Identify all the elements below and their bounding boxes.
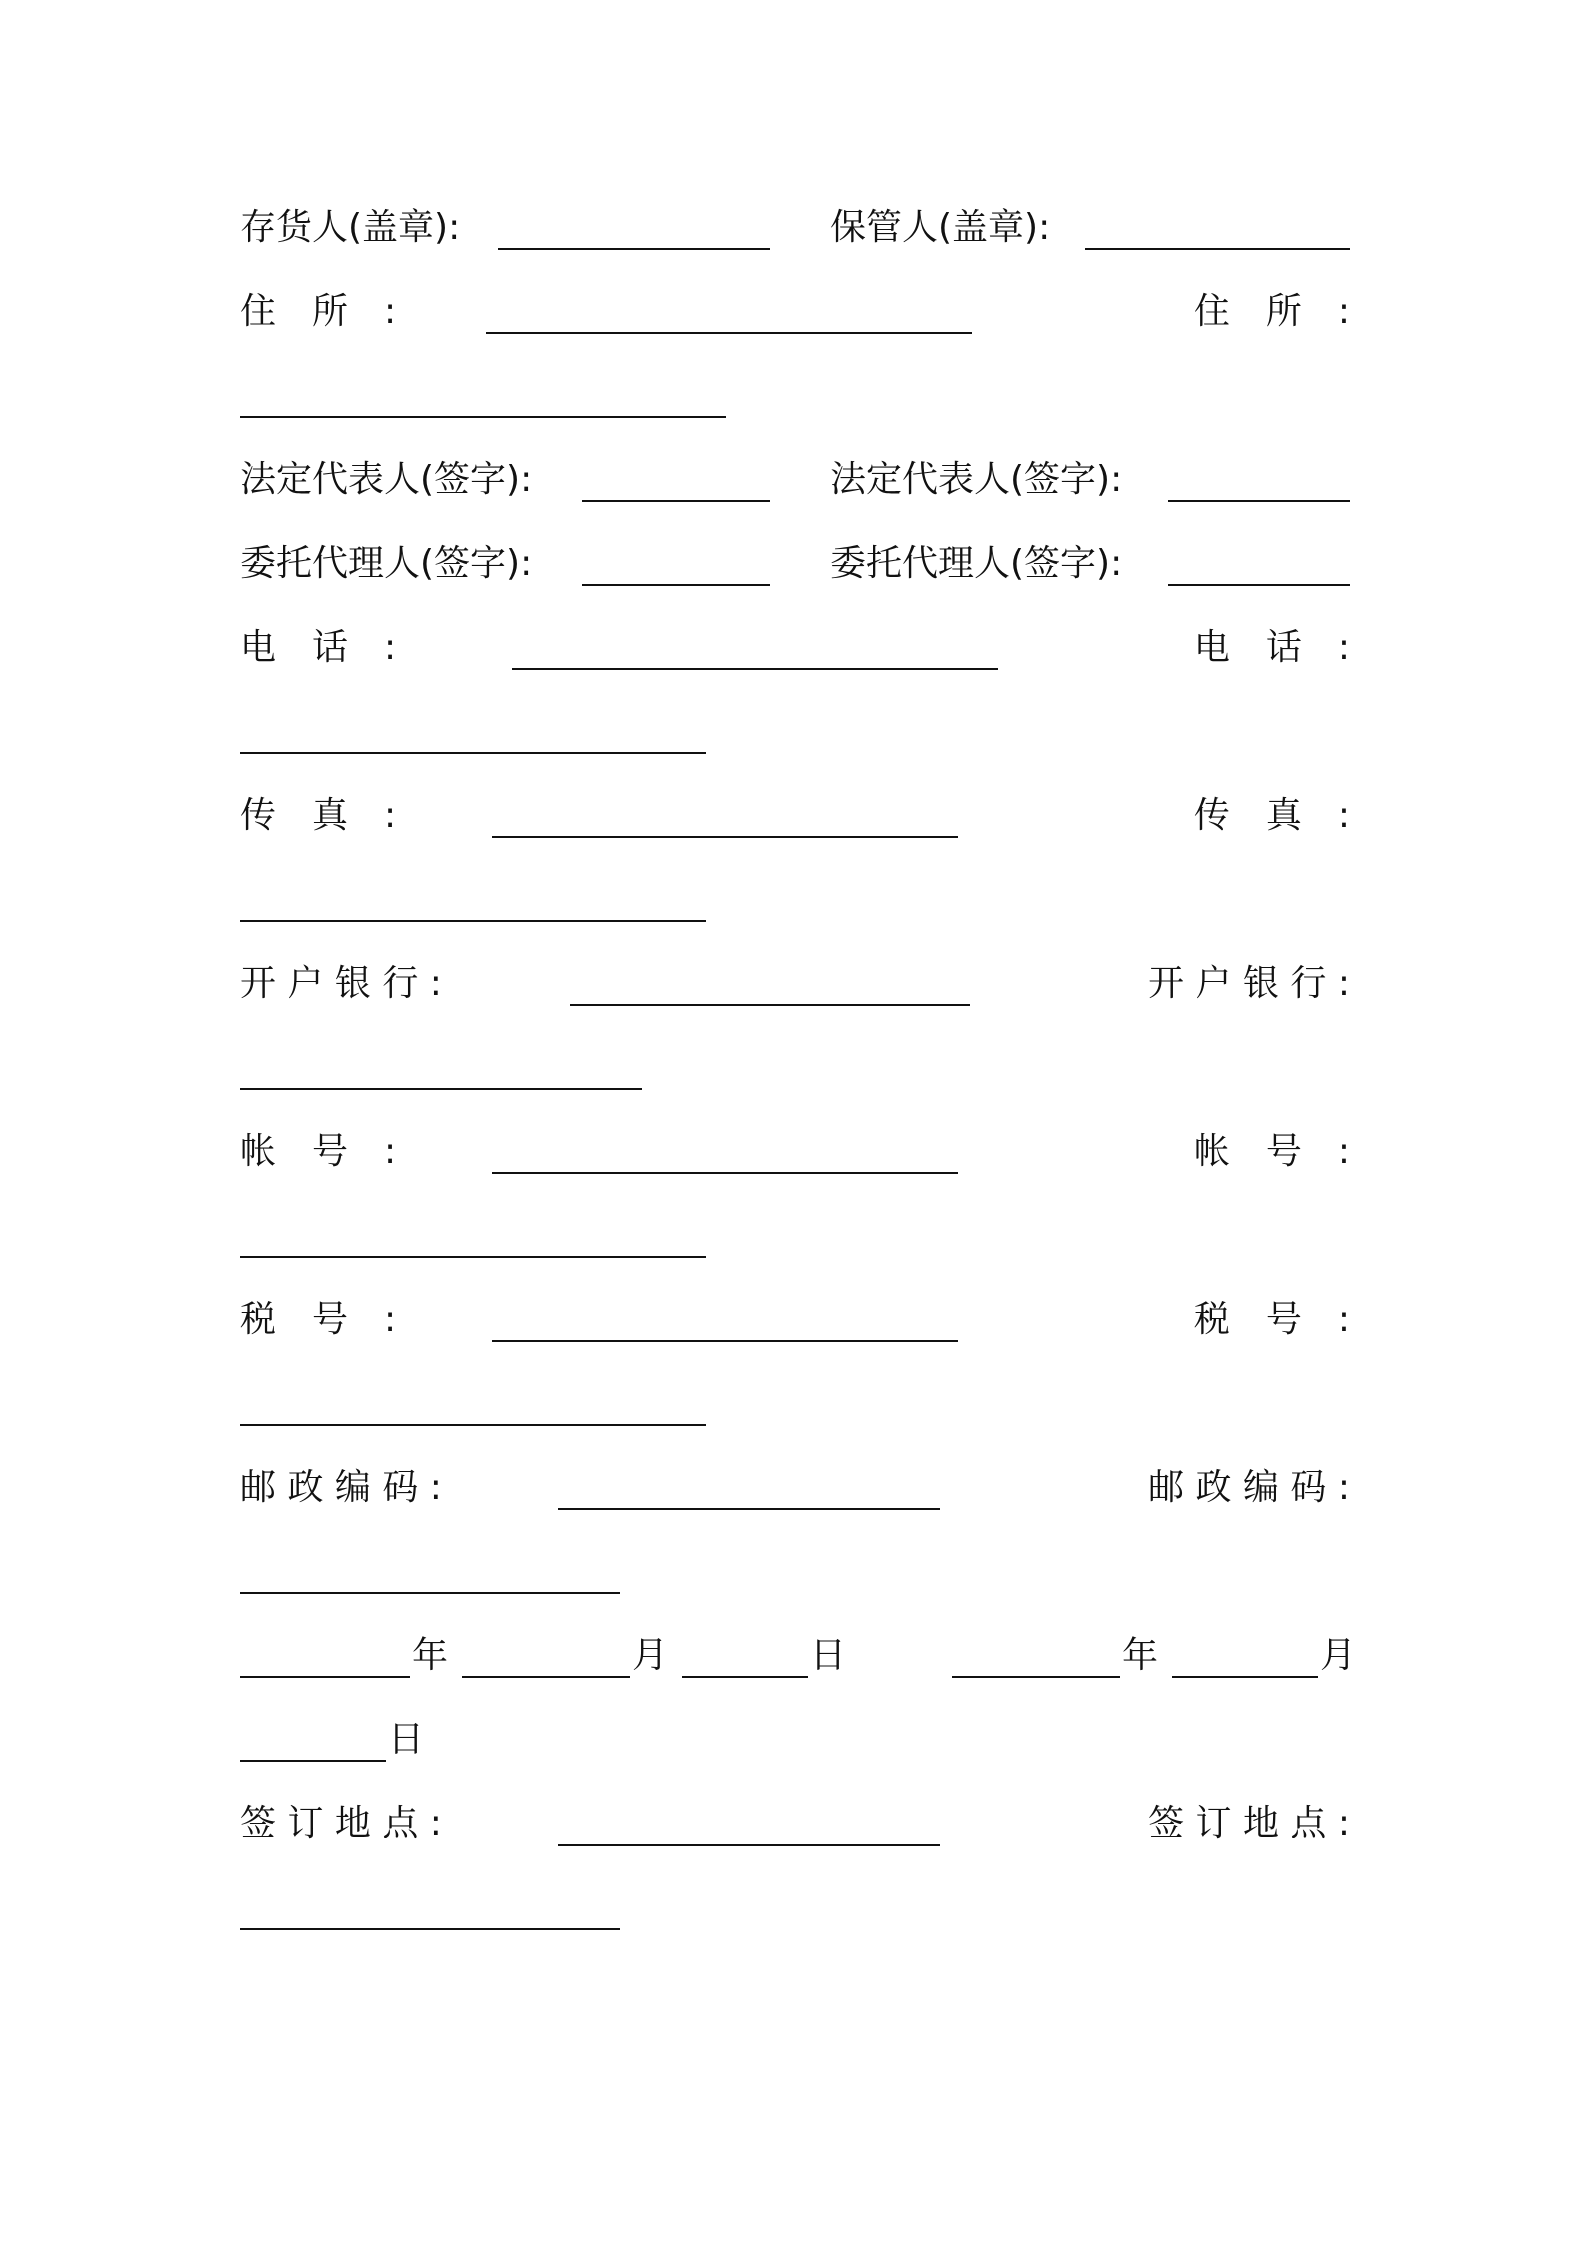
phone-right-blank-row <box>240 702 1350 762</box>
bank-left-blank[interactable] <box>570 1004 970 1006</box>
left-day-label: 日 <box>810 1635 847 1676</box>
agent-left-label: 委托代理人(签字): <box>240 543 533 584</box>
depositor-seal-blank[interactable] <box>498 248 770 250</box>
legal-rep-left-blank[interactable] <box>582 500 770 502</box>
right-day-blank[interactable] <box>240 1760 386 1762</box>
fax-left-label: 传 真 : <box>240 795 397 836</box>
tax-left-blank[interactable] <box>492 1340 958 1342</box>
left-year-blank[interactable] <box>240 1676 410 1678</box>
phone-right-blank[interactable] <box>240 752 706 754</box>
legal-rep-right-label: 法定代表人(签字): <box>830 459 1123 500</box>
date-row <box>240 1626 1357 1686</box>
agent-right-blank[interactable] <box>1168 584 1350 586</box>
address-left-label: 住 所 : <box>240 291 397 332</box>
account-row <box>240 1122 1350 1182</box>
bank-right-blank-row <box>240 1038 1350 1098</box>
address-right-label: 住 所 : <box>1193 291 1350 332</box>
fax-left-blank[interactable] <box>492 836 958 838</box>
custodian-seal-label: 保管人(盖章): <box>830 207 1051 248</box>
right-day-label: 日 <box>388 1719 425 1760</box>
phone-left-label: 电 话 : <box>240 627 397 668</box>
address-row <box>240 282 1350 342</box>
bank-right-blank[interactable] <box>240 1088 642 1090</box>
place-left-blank[interactable] <box>558 1844 940 1846</box>
tax-right-label: 税 号 : <box>1193 1299 1350 1340</box>
right-month-blank[interactable] <box>1172 1676 1318 1678</box>
left-month-blank[interactable] <box>462 1676 630 1678</box>
tax-right-blank-row <box>240 1374 1350 1434</box>
tax-right-blank[interactable] <box>240 1424 706 1426</box>
place-right-blank-row <box>240 1878 1350 1938</box>
fax-right-blank-row <box>240 870 1350 930</box>
phone-right-label: 电 话 : <box>1193 627 1350 668</box>
date-day-row <box>240 1710 1350 1770</box>
postcode-right-label: 邮 政 编 码 : <box>1148 1467 1350 1508</box>
agent-left-blank[interactable] <box>582 584 770 586</box>
place-right-blank[interactable] <box>240 1928 620 1930</box>
agent-row <box>240 534 1350 594</box>
left-month-label: 月 <box>632 1635 669 1676</box>
postcode-right-blank[interactable] <box>240 1592 620 1594</box>
custodian-seal-blank[interactable] <box>1085 248 1350 250</box>
right-year-blank[interactable] <box>952 1676 1120 1678</box>
phone-row <box>240 618 1350 678</box>
bank-left-label: 开 户 银 行 : <box>240 963 442 1004</box>
seal-row <box>240 198 1350 258</box>
bank-right-label: 开 户 银 行 : <box>1148 963 1350 1004</box>
postcode-left-label: 邮 政 编 码 : <box>240 1467 442 1508</box>
depositor-seal-label: 存货人(盖章): <box>240 207 461 248</box>
address-left-blank[interactable] <box>486 332 972 334</box>
postcode-left-blank[interactable] <box>558 1508 940 1510</box>
right-year-label: 年 <box>1122 1635 1159 1676</box>
fax-right-label: 传 真 : <box>1193 795 1350 836</box>
account-right-label: 帐 号 : <box>1193 1131 1350 1172</box>
fax-right-blank[interactable] <box>240 920 706 922</box>
right-month-label: 月 <box>1320 1635 1357 1676</box>
place-row <box>240 1794 1350 1854</box>
legal-rep-right-blank[interactable] <box>1168 500 1350 502</box>
postcode-row <box>240 1458 1350 1518</box>
account-right-blank-row <box>240 1206 1350 1266</box>
address-right-blank[interactable] <box>240 416 726 418</box>
tax-row <box>240 1290 1350 1350</box>
fax-row <box>240 786 1350 846</box>
legal-rep-left-label: 法定代表人(签字): <box>240 459 533 500</box>
account-left-label: 帐 号 : <box>240 1131 397 1172</box>
tax-left-label: 税 号 : <box>240 1299 397 1340</box>
address-right-blank-row <box>240 366 1350 426</box>
place-left-label: 签 订 地 点 : <box>240 1803 442 1844</box>
postcode-right-blank-row <box>240 1542 1350 1602</box>
left-day-blank[interactable] <box>682 1676 808 1678</box>
account-left-blank[interactable] <box>492 1172 958 1174</box>
phone-left-blank[interactable] <box>512 668 998 670</box>
agent-right-label: 委托代理人(签字): <box>830 543 1123 584</box>
place-right-label: 签 订 地 点 : <box>1148 1803 1350 1844</box>
legal-rep-row <box>240 450 1350 510</box>
bank-row <box>240 954 1350 1014</box>
account-right-blank[interactable] <box>240 1256 706 1258</box>
left-year-label: 年 <box>412 1635 449 1676</box>
